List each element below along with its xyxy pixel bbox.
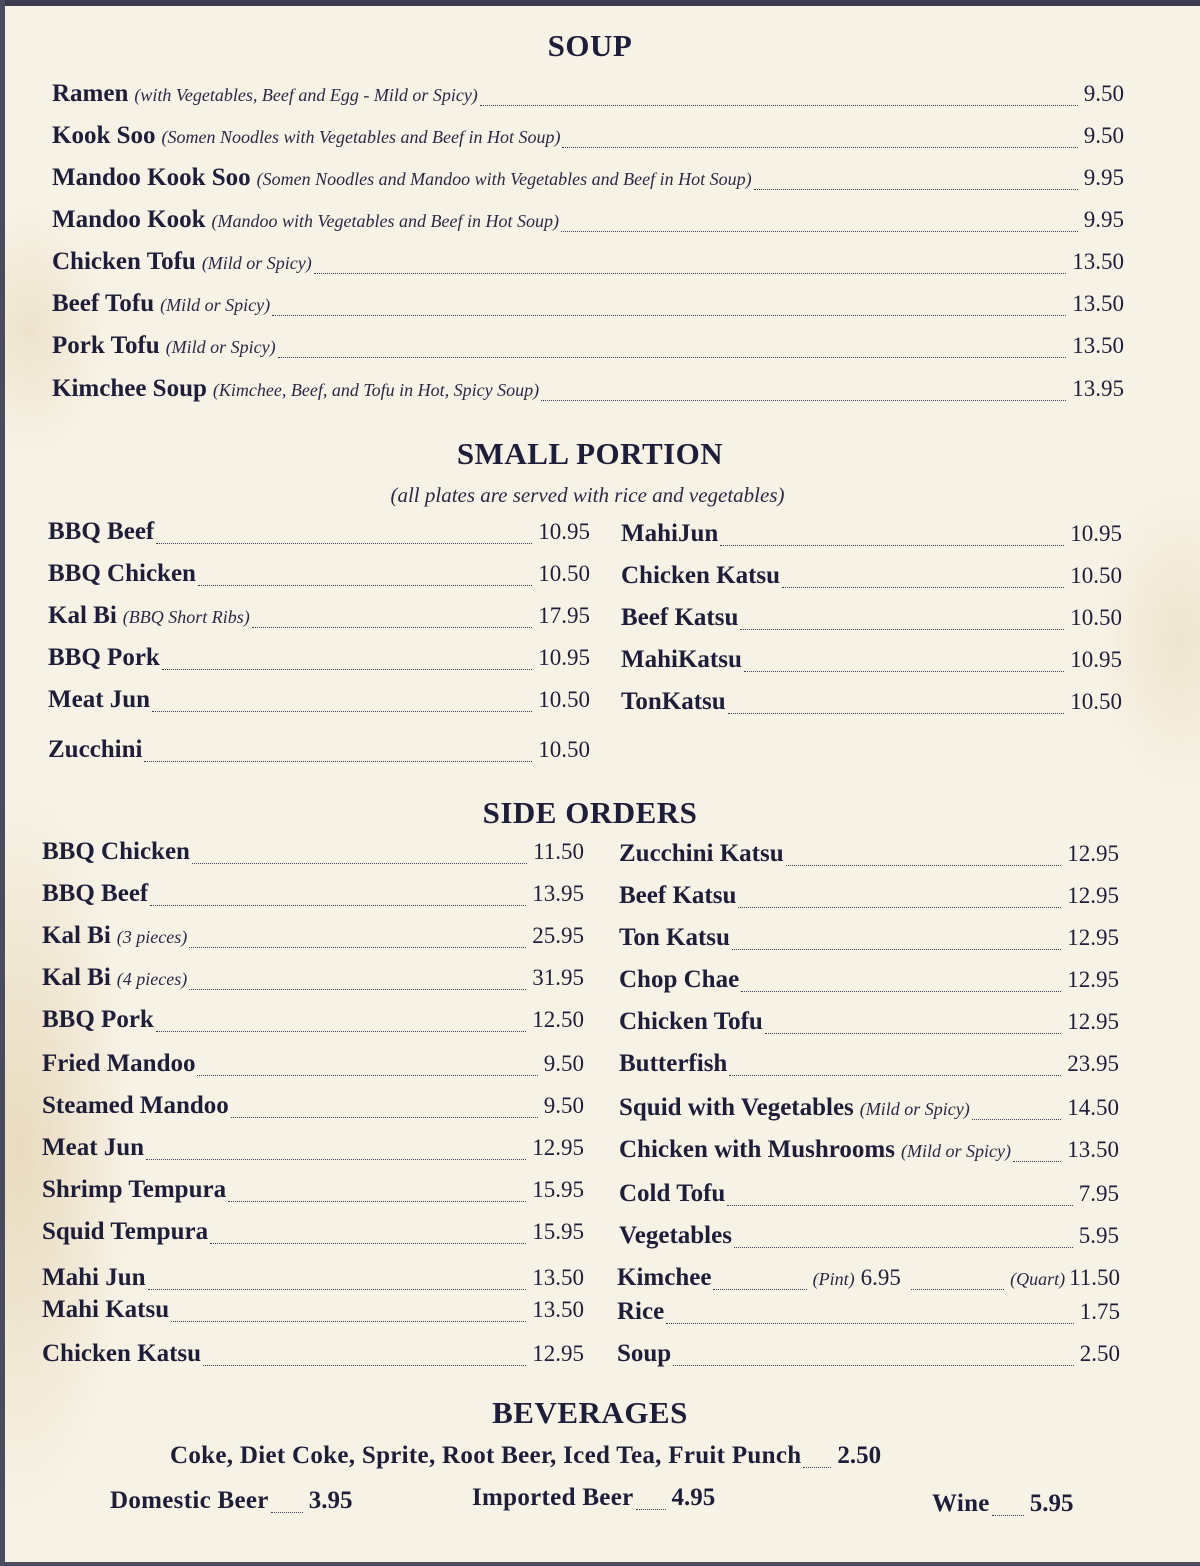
item-name: Ramen — [52, 80, 129, 107]
item-name: Kimchee Soup — [52, 375, 207, 402]
menu-item — [619, 1136, 1119, 1170]
item-price: 5.95 — [1078, 1223, 1119, 1248]
item-price: 10.95 — [1070, 647, 1122, 672]
leader-dots — [189, 947, 526, 948]
quart-price: 11.50 — [1069, 1265, 1121, 1290]
item-name: Kimchee — [617, 1264, 712, 1291]
item-price: 13.50 — [532, 1297, 584, 1322]
item-name: Shrimp Tempura — [42, 1176, 227, 1203]
leader-dots — [278, 357, 1067, 358]
menu-item — [52, 80, 1124, 114]
leader-dots — [734, 1247, 1073, 1248]
item-price: 17.95 — [538, 603, 590, 628]
item-name: Meat Jun — [48, 686, 151, 713]
item-name: Squid with Vegetables — [619, 1094, 854, 1121]
leader-dots — [231, 1117, 538, 1118]
item-price: 13.50 — [532, 1265, 584, 1290]
item-description: (Mild or Spicy) — [859, 1099, 970, 1119]
item-name: Zucchini — [48, 736, 143, 763]
item-name: Mandoo Kook — [52, 206, 206, 233]
leader-dots — [210, 1243, 526, 1244]
leader-dots — [192, 863, 527, 864]
item-price: 10.95 — [538, 519, 590, 544]
item-name: Chicken Katsu — [621, 562, 781, 589]
item-price: 12.95 — [532, 1135, 584, 1160]
item-price: 12.50 — [532, 1007, 584, 1032]
item-name: BBQ Beef — [42, 880, 149, 907]
item-price: 15.95 — [532, 1219, 584, 1244]
item-price: 9.50 — [543, 1093, 584, 1118]
item-price: 9.50 — [1083, 123, 1124, 148]
menu-item — [52, 332, 1124, 366]
leader-dots — [803, 1467, 831, 1468]
menu-item — [619, 966, 1119, 1000]
domestic-beer-line — [110, 1487, 352, 1521]
menu-item — [621, 688, 1122, 722]
item-name: Beef Katsu — [621, 604, 739, 631]
item-description: (BBQ Short Ribs) — [122, 607, 250, 627]
menu-item-kimchee — [617, 1264, 1120, 1298]
leader-dots — [713, 1289, 806, 1290]
leader-dots — [727, 1205, 1072, 1206]
menu-item — [42, 1050, 584, 1084]
menu-item — [42, 922, 584, 956]
leader-dots — [480, 105, 1078, 106]
leader-dots — [146, 1159, 526, 1160]
menu-item — [42, 880, 584, 914]
leader-dots — [729, 1075, 1061, 1076]
item-price: 12.95 — [1067, 1009, 1119, 1034]
item-name: Chicken Katsu — [42, 1340, 202, 1367]
leader-dots — [189, 989, 526, 990]
item-price: 10.95 — [538, 645, 590, 670]
item-price: 2.50 — [1079, 1341, 1120, 1366]
item-name: Vegetables — [619, 1222, 732, 1249]
item-description: (Somen Noodles and Mandoo with Vegetables and Beef in Hot Soup) — [256, 169, 752, 189]
menu-item — [42, 1264, 584, 1298]
item-name: BBQ Pork — [48, 644, 160, 671]
leader-dots — [152, 711, 532, 712]
item-description: (Mild or Spicy) — [165, 337, 276, 357]
item-price: 12.95 — [532, 1341, 584, 1366]
item-price: 31.95 — [532, 965, 584, 990]
leader-dots — [1013, 1161, 1061, 1162]
item-description: (4 pieces) — [116, 969, 188, 989]
item-price: 9.95 — [1083, 165, 1124, 190]
item-name: Chicken with Mushrooms — [619, 1136, 895, 1163]
menu-item — [42, 838, 584, 872]
menu-item — [621, 646, 1122, 680]
menu-item — [42, 1134, 584, 1168]
leader-dots — [754, 189, 1078, 190]
menu-item — [619, 1222, 1119, 1256]
item-name: Meat Jun — [42, 1134, 145, 1161]
leader-dots — [197, 1075, 537, 1076]
item-name: BBQ Chicken — [42, 838, 190, 865]
menu-item — [48, 736, 590, 770]
leader-dots — [150, 905, 526, 906]
domestic-beer-price: 3.95 — [308, 1487, 353, 1514]
menu-item — [42, 964, 584, 998]
item-name: Cold Tofu — [619, 1180, 726, 1207]
leader-dots — [744, 671, 1064, 672]
item-description: (3 pieces) — [116, 927, 188, 947]
item-price: 25.95 — [532, 923, 584, 948]
menu-item — [617, 1298, 1120, 1332]
item-name: Squid Tempura — [42, 1218, 209, 1245]
menu-item — [48, 518, 590, 552]
leader-dots — [738, 907, 1061, 908]
item-name: Beef Katsu — [619, 882, 737, 909]
menu-item — [52, 375, 1124, 409]
item-name: Mandoo Kook Soo — [52, 164, 251, 191]
item-price: 9.95 — [1083, 207, 1124, 232]
menu-item — [52, 164, 1124, 198]
menu-item — [619, 924, 1119, 958]
item-price: 13.95 — [532, 881, 584, 906]
leader-dots — [741, 991, 1061, 992]
menu-item — [52, 206, 1124, 240]
leader-dots — [666, 1323, 1074, 1324]
menu-item — [42, 1006, 584, 1040]
menu-item — [619, 1008, 1119, 1042]
soft-drinks-name: Coke, Diet Coke, Sprite, Root Beer, Iced Tea, Fruit Punch — [170, 1442, 802, 1469]
leader-dots — [156, 1031, 526, 1032]
item-name: Kal Bi — [48, 602, 117, 629]
imported-beer-name: Imported Beer — [472, 1484, 634, 1511]
wine-line — [932, 1490, 1073, 1524]
item-name: MahiKatsu — [621, 646, 742, 673]
item-price: 15.95 — [532, 1177, 584, 1202]
leader-dots — [728, 713, 1065, 714]
menu-item — [42, 1296, 584, 1330]
item-description: (Mild or Spicy) — [160, 295, 271, 315]
menu-item — [52, 122, 1124, 156]
menu-item — [619, 840, 1119, 874]
wine-name: Wine — [932, 1490, 990, 1517]
leader-dots — [782, 587, 1064, 588]
item-price: 12.95 — [1067, 925, 1119, 950]
photo-edge-left — [0, 0, 5, 1566]
leader-dots — [148, 1289, 527, 1290]
leader-dots — [740, 629, 1064, 630]
soup-heading: SOUP — [547, 28, 633, 63]
leader-dots — [765, 1033, 1061, 1034]
item-price: 10.50 — [538, 561, 590, 586]
soft-drinks-line — [170, 1442, 990, 1476]
menu-item — [42, 1176, 584, 1210]
menu-item — [619, 1094, 1119, 1128]
item-name: Mahi Katsu — [42, 1296, 170, 1323]
item-price: 7.95 — [1078, 1181, 1119, 1206]
item-price: 14.50 — [1067, 1095, 1119, 1120]
leader-dots — [144, 761, 532, 762]
leader-dots — [203, 1365, 526, 1366]
small-portion-heading: SMALL PORTION — [456, 436, 724, 471]
imported-beer-line — [472, 1484, 715, 1518]
leader-dots — [541, 400, 1066, 401]
item-name: Chop Chae — [619, 966, 740, 993]
item-price: 10.50 — [1070, 689, 1122, 714]
wine-price: 5.95 — [1029, 1490, 1074, 1517]
item-description: (Mild or Spicy) — [900, 1141, 1011, 1161]
menu-item — [621, 562, 1122, 596]
leader-dots — [162, 669, 532, 670]
item-price: 12.95 — [1067, 883, 1119, 908]
item-description: (with Vegetables, Beef and Egg - Mild or Spicy) — [134, 85, 478, 105]
domestic-beer-name: Domestic Beer — [110, 1487, 269, 1514]
small-portion-subtitle: (all plates are served with rice and vegetables) — [390, 483, 785, 507]
menu-item — [48, 560, 590, 594]
pint-label: (Pint) — [812, 1269, 855, 1289]
item-name: BBQ Beef — [48, 518, 155, 545]
leader-dots — [972, 1119, 1061, 1120]
item-price: 23.95 — [1067, 1051, 1119, 1076]
item-price: 13.50 — [1067, 1137, 1119, 1162]
item-name: MahiJun — [621, 520, 719, 547]
leader-dots — [992, 1515, 1024, 1516]
leader-dots — [636, 1509, 666, 1510]
menu-item — [48, 602, 590, 636]
soft-drinks-price: 2.50 — [837, 1442, 882, 1469]
item-name: Butterfish — [619, 1050, 728, 1077]
item-price: 10.50 — [1070, 605, 1122, 630]
item-price: 13.50 — [1072, 291, 1124, 316]
imported-beer-price: 4.95 — [671, 1484, 716, 1511]
leader-dots — [720, 545, 1064, 546]
menu-item — [48, 686, 590, 720]
menu-item — [42, 1218, 584, 1252]
leader-dots — [252, 627, 533, 628]
leader-dots — [732, 949, 1061, 950]
side-orders-heading: SIDE ORDERS — [482, 795, 698, 830]
menu-item — [617, 1340, 1120, 1374]
item-price: 10.95 — [1070, 521, 1122, 546]
item-description: (Somen Noodles with Vegetables and Beef in Hot Soup) — [161, 127, 561, 147]
item-price: 13.50 — [1072, 249, 1124, 274]
item-description: (Mandoo with Vegetables and Beef in Hot Soup) — [211, 211, 559, 231]
item-name: Soup — [617, 1340, 672, 1367]
item-price: 13.95 — [1072, 376, 1124, 401]
item-price: 9.50 — [1083, 81, 1124, 106]
beverages-heading: BEVERAGES — [492, 1395, 688, 1430]
leader-dots — [228, 1201, 526, 1202]
item-name: TonKatsu — [621, 688, 726, 715]
item-description: (Mild or Spicy) — [201, 253, 312, 273]
menu-item — [621, 520, 1122, 554]
leader-dots — [198, 585, 532, 586]
item-name: Zucchini Katsu — [619, 840, 784, 867]
item-price: 12.95 — [1067, 841, 1119, 866]
quart-label: (Quart) — [1010, 1269, 1066, 1289]
leader-dots — [673, 1365, 1074, 1366]
item-name: Ton Katsu — [619, 924, 730, 951]
item-name: Kal Bi — [42, 922, 111, 949]
leader-dots — [562, 147, 1077, 148]
item-price: 9.50 — [543, 1051, 584, 1076]
menu-item — [42, 1092, 584, 1126]
menu-item — [619, 1050, 1119, 1084]
leader-dots — [272, 315, 1066, 316]
item-name: BBQ Pork — [42, 1006, 154, 1033]
item-name: Beef Tofu — [52, 290, 155, 317]
leader-dots — [561, 231, 1078, 232]
item-name: Pork Tofu — [52, 332, 160, 359]
menu-item — [52, 248, 1124, 282]
item-name: Mahi Jun — [42, 1264, 146, 1291]
item-name: Steamed Mandoo — [42, 1092, 229, 1119]
item-price: 12.95 — [1067, 967, 1119, 992]
menu-item — [48, 644, 590, 678]
pint-price: 6.95 — [860, 1265, 901, 1290]
item-price: 11.50 — [533, 839, 584, 864]
photo-edge-top — [0, 0, 1200, 6]
menu-item — [619, 882, 1119, 916]
menu-item — [42, 1340, 584, 1374]
item-price: 1.75 — [1079, 1299, 1120, 1324]
leader-dots — [911, 1289, 1004, 1290]
item-price: 10.50 — [538, 737, 590, 762]
item-name: Rice — [617, 1298, 665, 1325]
leader-dots — [314, 273, 1066, 274]
leader-dots — [156, 543, 532, 544]
item-name: Fried Mandoo — [42, 1050, 196, 1077]
item-price: 13.50 — [1072, 333, 1124, 358]
item-price: 10.50 — [538, 687, 590, 712]
photo-edge-bottom — [0, 1562, 1200, 1566]
item-name: Kook Soo — [52, 122, 156, 149]
item-description: (Kimchee, Beef, and Tofu in Hot, Spicy Soup) — [212, 380, 540, 400]
item-price: 10.50 — [1070, 563, 1122, 588]
leader-dots — [271, 1512, 303, 1513]
menu-item — [619, 1180, 1119, 1214]
menu-item — [621, 604, 1122, 638]
item-name: Chicken Tofu — [619, 1008, 763, 1035]
item-name: Kal Bi — [42, 964, 111, 991]
item-name: Chicken Tofu — [52, 248, 196, 275]
item-name: BBQ Chicken — [48, 560, 196, 587]
menu-item — [52, 290, 1124, 324]
leader-dots — [171, 1321, 526, 1322]
leader-dots — [786, 865, 1062, 866]
